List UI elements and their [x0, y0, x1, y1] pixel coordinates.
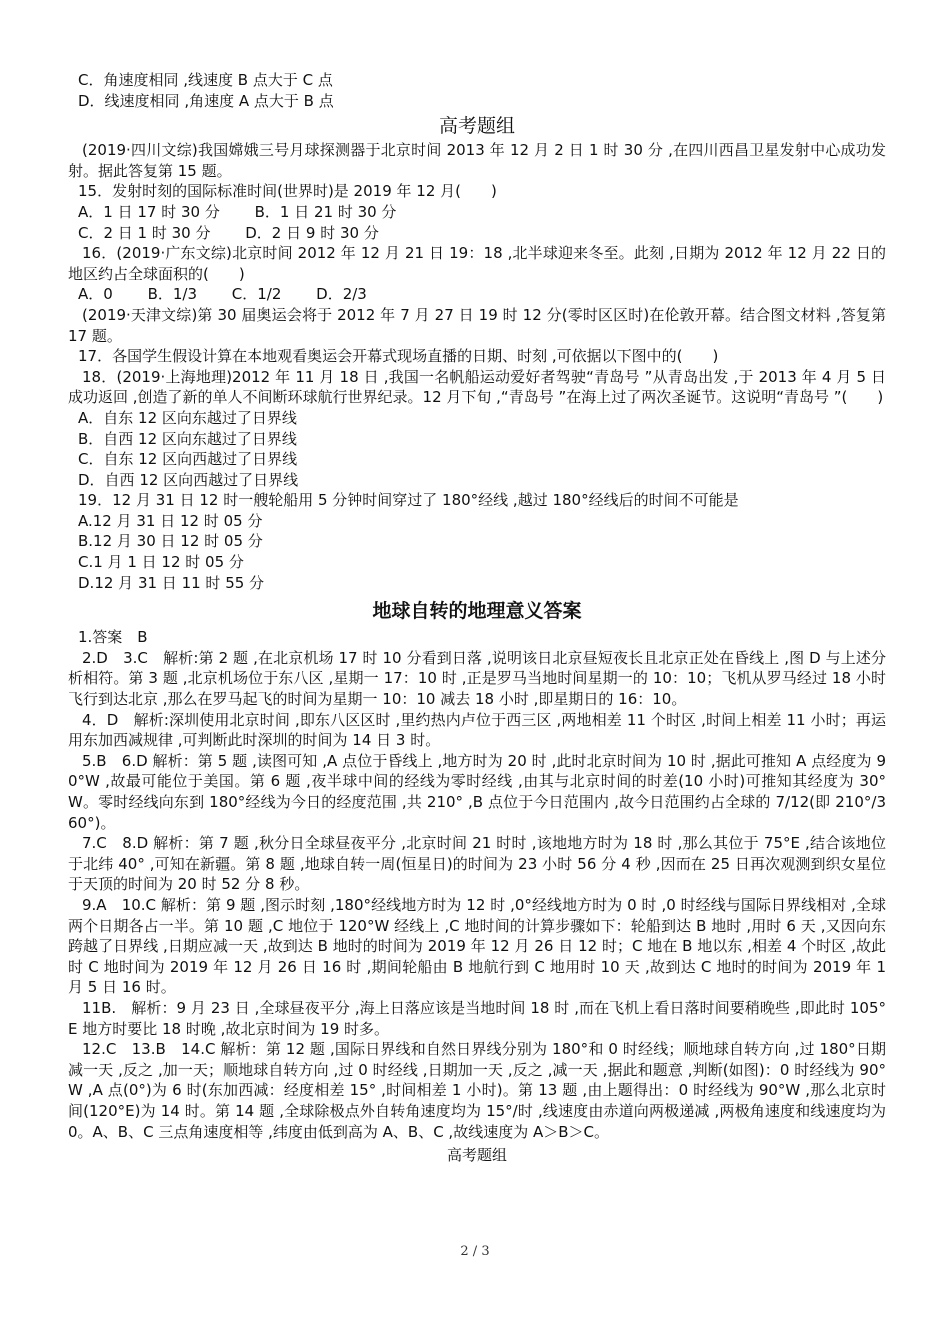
q19-option-d: D.12 月 31 日 11 时 55 分: [78, 573, 265, 592]
q18-option-a: A．自东 12 区向东越过了日界线: [78, 408, 297, 427]
option-d-line: D．线速度相同 ,角速度 A 点大于 B 点: [78, 91, 334, 110]
answer-7-8: 7.C 8.D 解析：第 7 题 ,秋分日全球昼夜平分 ,北京时间 21 时时 ,该地地方时为 18 时 ,那么其位于 75°E ,结合该地位于北纬 40° ,可知在新疆。第 8 题 ,地球自转一周(恒星日)的时间为 23 小时 56 分 4 秒 ,因而在 25 日再次观测到织女星位于天顶的时间为 20 时 52 分 8 秒。: [68, 834, 886, 894]
q18-option-c: C．自东 12 区向西越过了日界线: [78, 450, 298, 469]
q18-option-b: B．自西 12 区向东越过了日界线: [78, 429, 297, 448]
q16-options: A．0 B．1/3 C．1/2 D．2/3: [78, 285, 367, 304]
answer-5-6: 5.B 6.D 解析：第 5 题 ,读图可知 ,A 点位于昏线上 ,地方时为 20 时 ,此时北京时间为 10 时 ,据此可推知 A 点经度为 90°W ,故最可能位于美国。第 6 题 ,夜半球中间的经线为零时经线 ,由其与北京时间的时差(10 小时)可推知其经度为 30°W。零时经线向东到 180°经线为今日的经度范围 ,共 210° ,B 点位于今日范围内 ,故今日范围约占全球的 7/12(即 210°/360°)。: [68, 751, 886, 832]
option-c-line: C．角速度相同 ,线速度 B 点大于 C 点: [78, 71, 333, 89]
answer-4: 4．D 解析:深圳使用北京时间 ,即东八区区时 ,里约热内卢位于西三区 ,两地相差 11 个时区 ,时间上相差 11 小时；再运用东加西减规律 ,可判断此时深圳的时间为 14 日 3 时。: [68, 710, 886, 750]
answer-2-3: 2.D 3.C 解析:第 2 题 ,在北京机场 17 时 10 分看到日落 ,说明该日北京昼短夜长且北京正处在昏线上 ,图 D 与上述分析相符。第 3 题 ,北京机场位于东八区 ,星期一 17：10 时 ,正是罗马当地时间星期一的 10：10；飞机从罗马经过 18 小时飞行到达北京 ,那么在罗马起飞的时间为星期一 10：10 减去 18 小时 ,即星期日的 16：10。: [68, 648, 886, 709]
q19-option-b: B.12 月 30 日 12 时 05 分: [78, 532, 263, 551]
question-18: 18．(2019·上海地理)2012 年 11 月 18 日 ,我国一名帆船运动爱好者驾驶“青岛号 ”从青岛出发 ,于 2013 年 4 月 5 日成功返回 ,创造了新的单人不间断环球航行世界纪录。12 月下旬 ,“青岛号 ”在海上过了两次圣诞节。这说明“青岛号 ”( ): [68, 367, 886, 407]
q19-option-c: C.1 月 1 日 12 时 05 分: [78, 553, 244, 572]
q15-options-cd: C．2 日 1 时 30 分 D．2 日 9 时 30 分: [78, 223, 379, 242]
section-title-answers: 地球自转的地理意义答案: [372, 600, 582, 623]
answer-11: 11B. 解析：9 月 23 日 ,全球昼夜平分 ,海上日落应该是当地时间 18 时 ,而在飞机上看日落时间要稍晚些 ,即此时 105°E 地方时要比 18 时晚 ,故北京时间为 19 时多。: [68, 998, 886, 1038]
section-title-gaokao: 高考题组: [438, 115, 515, 138]
question-15: 15．发射时刻的国际标准时间(世界时)是 2019 年 12 月( ): [78, 182, 497, 201]
page-number: 2 / 3: [460, 1244, 490, 1259]
page-content: [68, 70, 886, 1181]
q15-options-ab: A．1 日 17 时 30 分 B．1 日 21 时 30 分: [78, 202, 397, 221]
answer-12-14: 12.C 13.B 14.C 解析：第 12 题 ,国际日界线和自然日界线分别为 180°和 0 时经线；顺地球自转方向 ,过 180°日期减一天 ,反之 ,加一天；顺地球自转方向 ,过 0 时经线 ,日期加一天 ,反之 ,减一天 ,据此和题意 ,判断(如图)：0 时经线为 90°W ,A 点(0°)为 6 时(东加西减：经度相差 15° ,时间相差 1 小时)。第 13 题 ,由上题得出：0 时经线为 90°W ,那么北京时间(120°E)为 14 时。第 14 题 ,全球除极点外自转角速度均为 15°/时 ,线速度由赤道向两极递减 ,两极角速度和线速度均为 0。A、B、C 三点角速度相等 ,纬度由低到高为 A、B、C ,故线速度为 A＞B＞C。: [68, 1040, 886, 1141]
answer-1: 1.答案 B: [78, 628, 148, 647]
question-16: 16．(2019·广东文综)北京时间 2012 年 12 月 21 日 19：18 ,北半球迎来冬至。此刻 ,日期为 2012 年 12 月 22 日的地区约占全球面积的( ): [68, 244, 886, 283]
q18-option-d: D．自西 12 区向西越过了日界线: [78, 470, 299, 489]
question-19: 19．12 月 31 日 12 时一艘轮船用 5 分钟时间穿过了 180°经线 ,越过 180°经线后的时间不可能是: [78, 491, 739, 510]
answer-9-10: 9.A 10.C 解析：第 9 题 ,图示时刻 ,180°经线地方时为 12 时 ,0°经线地方时为 0 时 ,0 时经线与国际日界线相对 ,全球两个日期各占一半。第 10 题 ,C 地位于 120°W 经线上 ,C 地时间的计算步骤如下：轮船到达 B 地时 ,用时 6 天 ,又因向东跨越了日界线 ,日期应减一天 ,故到达 B 地时的时间为 2019 年 12 月 26 日 12 时；C 地在 B 地以东 ,相差 4 个时区 ,故此时 C 地时间为 2019 年 12 月 26 日 16 时 ,期间轮船由 B 地航行到 C 地用时 10 天 ,故到达 C 地时的时间为 2019 年 1 月 5 日 16 时。: [68, 895, 886, 997]
intro-q17: (2019·天津文综)第 30 届奥运会将于 2012 年 7 月 27 日 19 时 12 分(零时区区时)在伦敦开幕。结合图文材料 ,答复第 17 题。: [68, 305, 886, 345]
question-17: 17．各国学生假设计算在本地观看奥运会开幕式现场直播的日期、时刻 ,可依据以下图中的( ): [78, 347, 719, 366]
q19-option-a: A.12 月 31 日 12 时 05 分: [78, 511, 263, 530]
intro-q15: (2019·四川文综)我国嫦娥三号月球探测器于北京时间 2013 年 12 月 2 日 1 时 30 分 ,在四川西昌卫星发射中心成功发射。据此答复第 15 题。: [68, 141, 886, 180]
footer-heading: 高考题组: [446, 1146, 507, 1165]
